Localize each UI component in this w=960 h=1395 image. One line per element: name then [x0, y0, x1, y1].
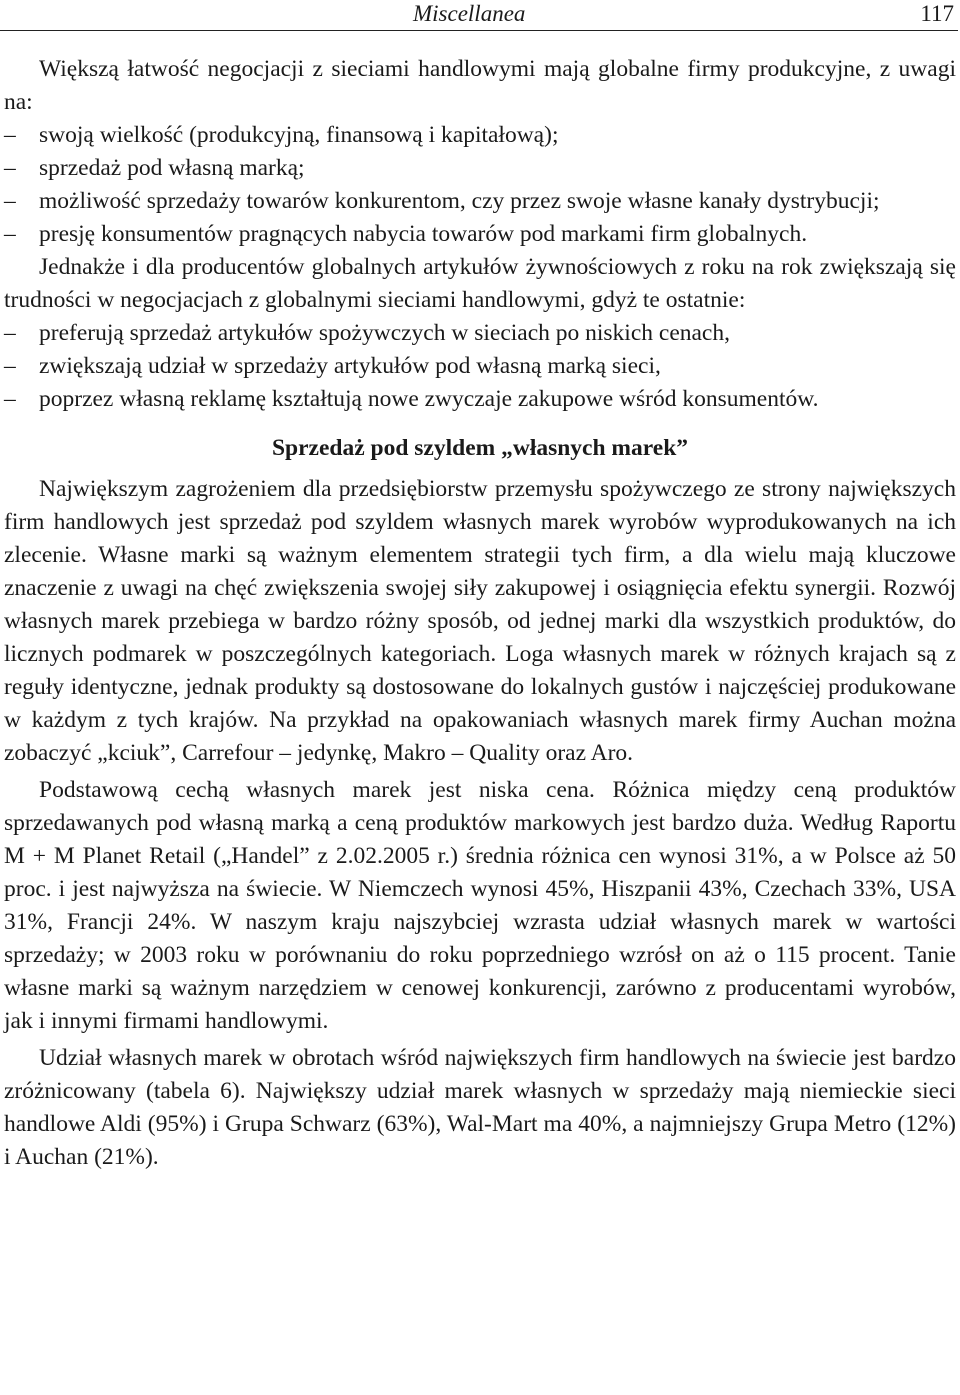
page-number: 117	[920, 1, 954, 26]
paragraph-private-labels: Największym zagrożeniem dla przedsiębiorstw przemysłu spożywczego ze strony największych firm handlowych jest sprzedaż pod szyldem własnych marek wyrobów wyprodukowanych na ich zlecenie. Własne marki są ważnym elementem strategii tych firm, a dla wielu mają kluczowe znaczenie z uwagi na chęć zwiększenia swojej siły zakupowej i osiągnięcia efektu synergii. Rozwój własnych marek przebiega w bardzo różny sposób, od jednej marki dla wszystkich produktów, do licznych podmarek w poszczególnych kategoriach. Loga własnych marek w różnych krajach są z reguły identyczne, jednak produkty są dostosowane do lokalnych gustów i najczęściej produkowane w każdym z tych krajów. Na przykład na opakowaniach własnych marek firmy Auchan można zobaczyć „kciuk”, Carrefour – jedynkę, Makro – Quality oraz Aro.	[4, 476, 956, 766]
paragraph-difficulties: Jednakże i dla producentów globalnych artykułów żywnościowych z roku na rok zwiększają się trudności w negocjacjach z globalnymi sieciami handlowymi, gdyż te ostatnie:	[4, 254, 956, 313]
list-item: – zwiększają udział w sprzedaży artykułów pod własną marką sieci,	[4, 353, 661, 379]
running-header	[0, 0, 958, 31]
paragraph-intro: Większą łatwość negocjacji z sieciami handlowymi mają globalne firmy produkcyjne, z uwagi na:	[4, 56, 956, 115]
list-item: – możliwość sprzedaży towarów konkurentom, czy przez swoje własne kanały dystrybucji;	[4, 188, 880, 214]
list-item: – poprzez własną reklamę kształtują nowe zwyczaje zakupowe wśród konsumentów.	[4, 386, 819, 412]
list-item: – preferują sprzedaż artykułów spożywczych w sieciach po niskich cenach,	[4, 320, 730, 346]
list-item: – sprzedaż pod własną marką;	[4, 155, 305, 181]
list-item: – presję konsumentów pragnących nabycia towarów pod markami firm globalnych.	[4, 221, 808, 247]
section-title: Miscellanea	[413, 1, 526, 26]
section-heading: Sprzedaż pod szyldem „własnych marek”	[271, 435, 689, 461]
paragraph-share: Udział własnych marek w obrotach wśród największych firm handlowych na świecie jest bardzo zróżnicowany (tabela 6). Największy udział marek własnych w sprzedaży mają niemieckie sieci handlowe Aldi (95%) i Grupa Schwarz (63%), Wal-Mart ma 40%, a najmniejszy Grupa Metro (12%) i Auchan (21%).	[4, 1045, 956, 1170]
list-item: – swoją wielkość (produkcyjną, finansową i kapitałową);	[4, 122, 559, 148]
paragraph-price: Podstawową cechą własnych marek jest niska cena. Różnica między ceną produktów sprzedawanych pod własną marką a ceną produktów markowych jest bardzo duża. Według Raportu M + M Planet Retail („Handel” z 2.02.2005 r.) średnia różnica cen wynosi 31%, a w Polsce aż 50 proc. i jest najwyższa na świecie. W Niemczech wynosi 45%, Hiszpanii 43%, Czechach 33%, USA 31%, Francji 24%. W naszym kraju najszybciej wzrasta udział własnych marek w wartości sprzedaży; w 2003 roku w porównaniu do roku poprzedniego wzrósł on aż o 115 procent. Tanie własne marki są ważnym narzędziem w cenowej konkurencji, zarówno z producentami wyrobów, jak i innymi firmami handlowymi.	[4, 777, 956, 1034]
text-body	[4, 53, 956, 1174]
bullet-list-networks	[4, 317, 956, 416]
bullet-list-advantages	[4, 119, 956, 251]
